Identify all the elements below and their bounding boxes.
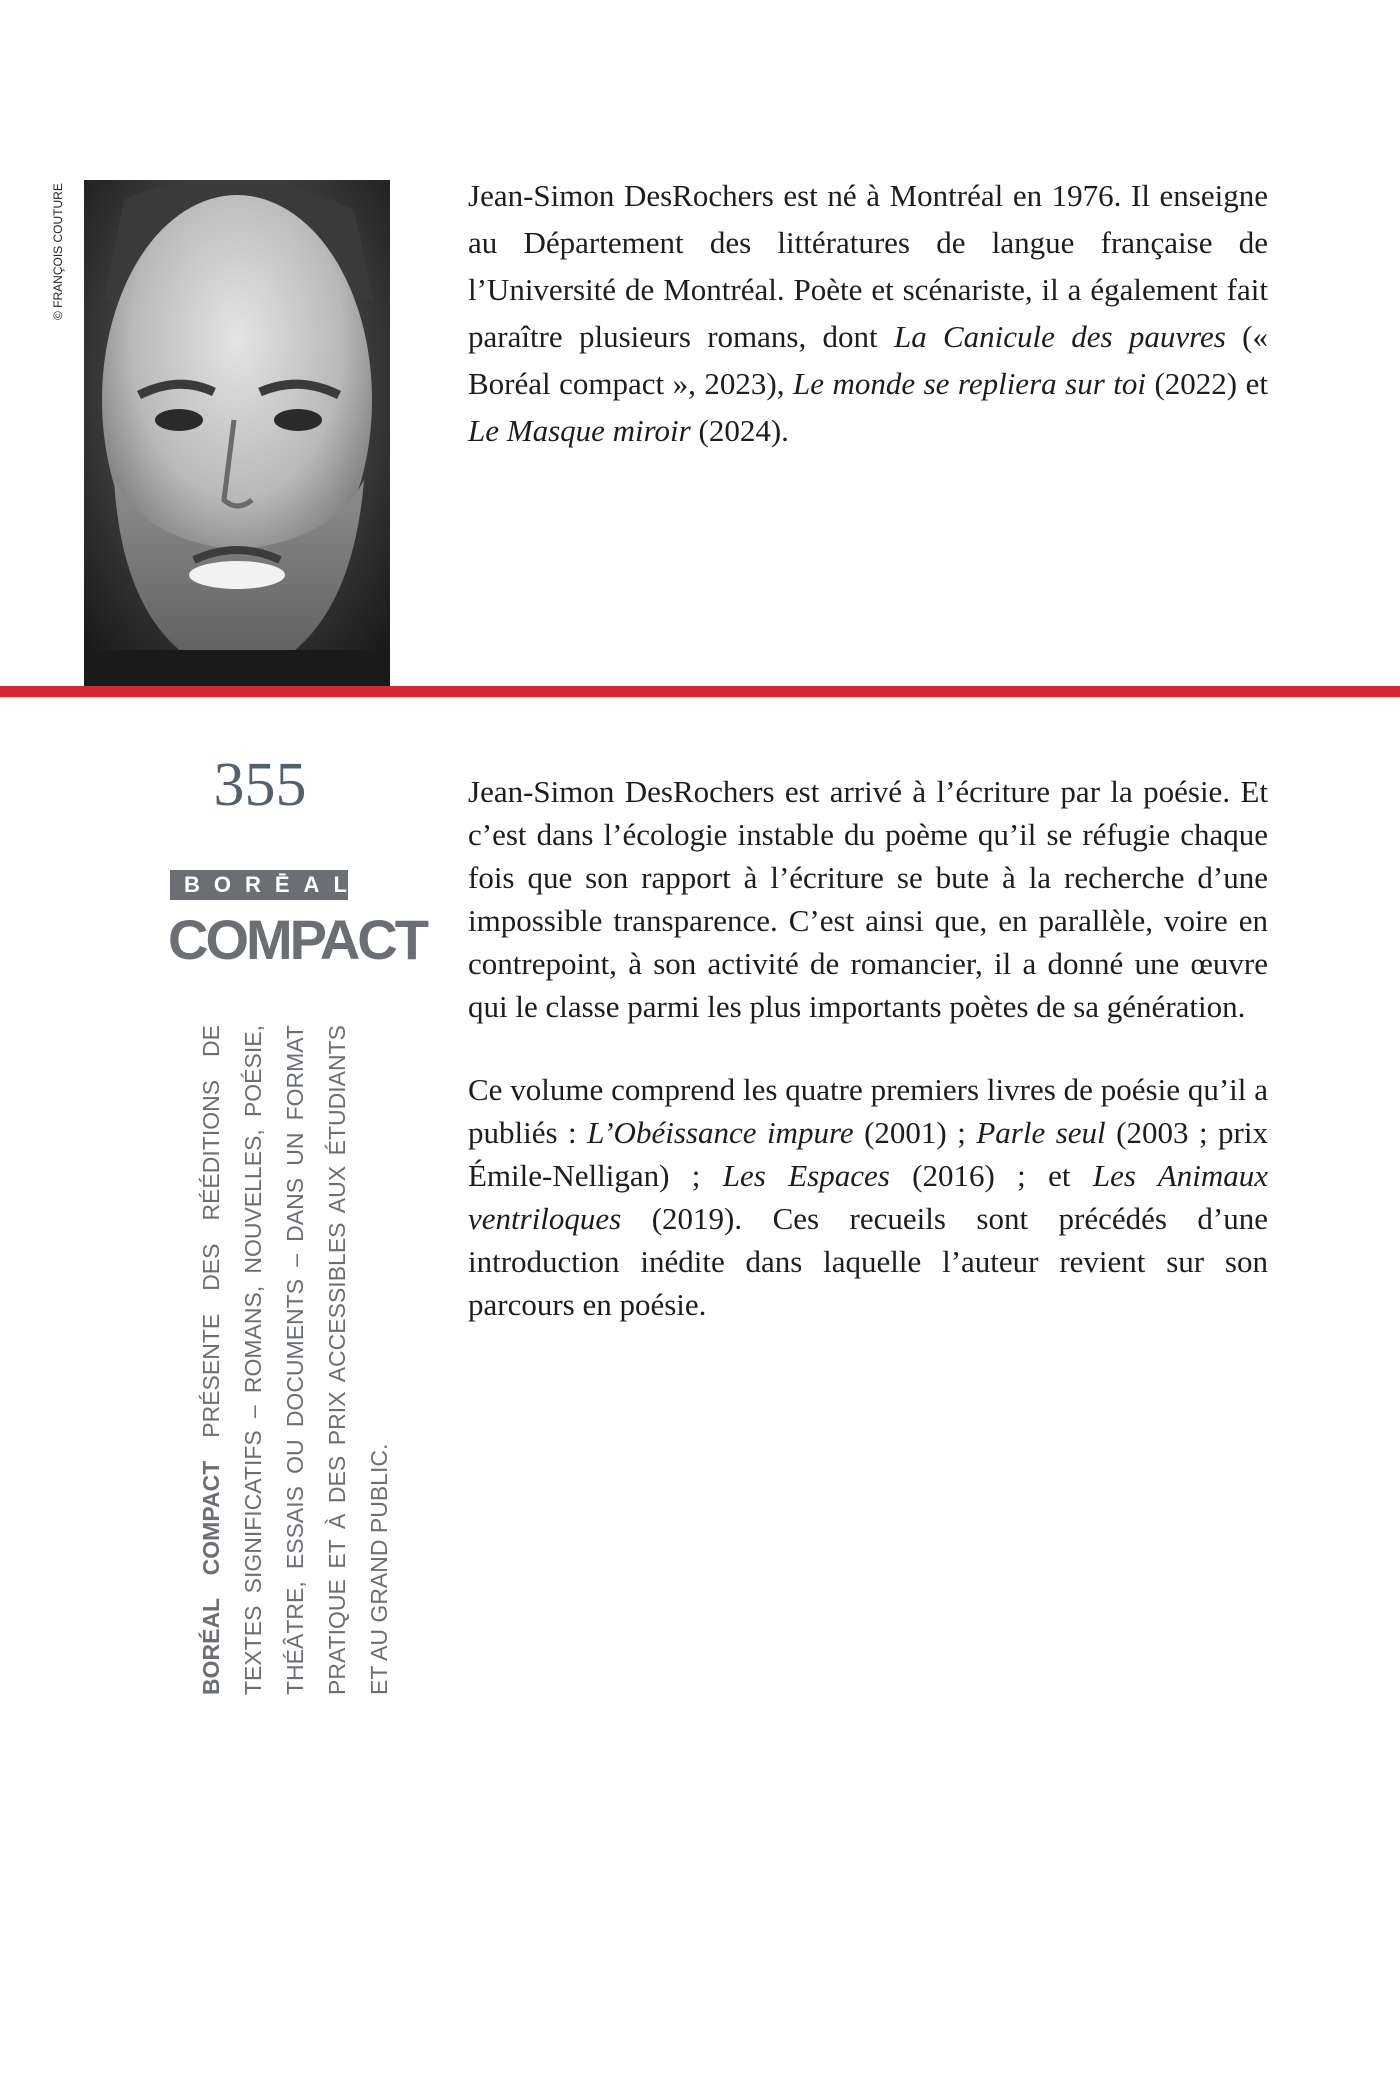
publisher-logo-boreal: BORĒAL [170, 870, 348, 900]
blurb-text: (2003 ; prix Émile-Nelligan) ; [468, 1115, 1268, 1193]
author-portrait-image [84, 180, 390, 686]
blurb-paragraph [468, 1068, 1268, 1326]
blurb-text: (2019). Ces recueils sont précédés d’une introduction inédite dans laquelle l’auteur revient sur son parcours en poésie. [468, 1201, 1268, 1322]
author-bio-text: Jean-Simon DesRochers est né à Montréal en 1976. Il enseigne au Département des littératures de langue française de l’Université de Montréal. Poète et scénariste, il a également fait paraître plusieurs romans, dont [468, 178, 1268, 354]
author-portrait [84, 180, 390, 686]
book-title: L’Obéissance impure [587, 1115, 854, 1150]
author-bio-text: (2024). [690, 413, 789, 448]
series-description-lead: BORÉAL COMPACT [198, 1460, 224, 1695]
blurb-paragraph [468, 770, 1268, 1028]
series-number: 355 [213, 751, 307, 819]
red-divider [0, 686, 1400, 697]
book-title: Les Espaces [722, 1158, 890, 1193]
author-bio-text: (2022) et [1145, 366, 1268, 401]
book-title: Le Masque miroir [468, 413, 691, 448]
blurb-text: Jean-Simon DesRochers est arrivé à l’écriture par la poésie. Et c’est dans l’écologie instable du poème qu’il se réfugie chaque fois que son rapport à l’écriture se bute à la recherche d’une impossible transparence. C’est ainsi que, en parallèle, voire en contrepoint, à son activité de romancier, il a donné une œuvre qui le classe parmi les plus importants poètes de sa génération. [468, 774, 1268, 1024]
book-title: Parle seul [976, 1115, 1106, 1150]
book-title: La Canicule des pauvres [893, 319, 1226, 354]
book-title: Les Animaux ventriloques [468, 1158, 1268, 1236]
book-title: Le monde se repliera sur toi [792, 366, 1146, 401]
blurb-text: Ce volume comprend les quatre premiers livres de poésie qu’il a publiés : [468, 1072, 1268, 1150]
blurb-text: (2016) ; et [889, 1158, 1093, 1193]
author-bio-text: (« Boréal compact », 2023), [468, 319, 1269, 401]
series-description [190, 1025, 400, 1695]
author-bio [468, 172, 1268, 454]
blurb-text: (2001) ; [853, 1115, 977, 1150]
publisher-logo-compact: COMPACT [168, 908, 426, 971]
photo-credit: © FRANÇOIS COUTURE [51, 183, 65, 320]
series-description-text: PRÉSENTE DES RÉÉDITIONS DE TEXTES SIGNIFICATIFS – ROMANS, NOUVELLES, POÉSIE, THÉÂTRE, ESSAIS OU DOCUMENTS – DANS UN FORMAT PRATIQUE ET À DES PRIX ACCESSIBLES AUX ÉTUDIANTS ET AU GRAND PUBLIC. [198, 1025, 392, 1695]
book-blurb [468, 770, 1268, 1366]
